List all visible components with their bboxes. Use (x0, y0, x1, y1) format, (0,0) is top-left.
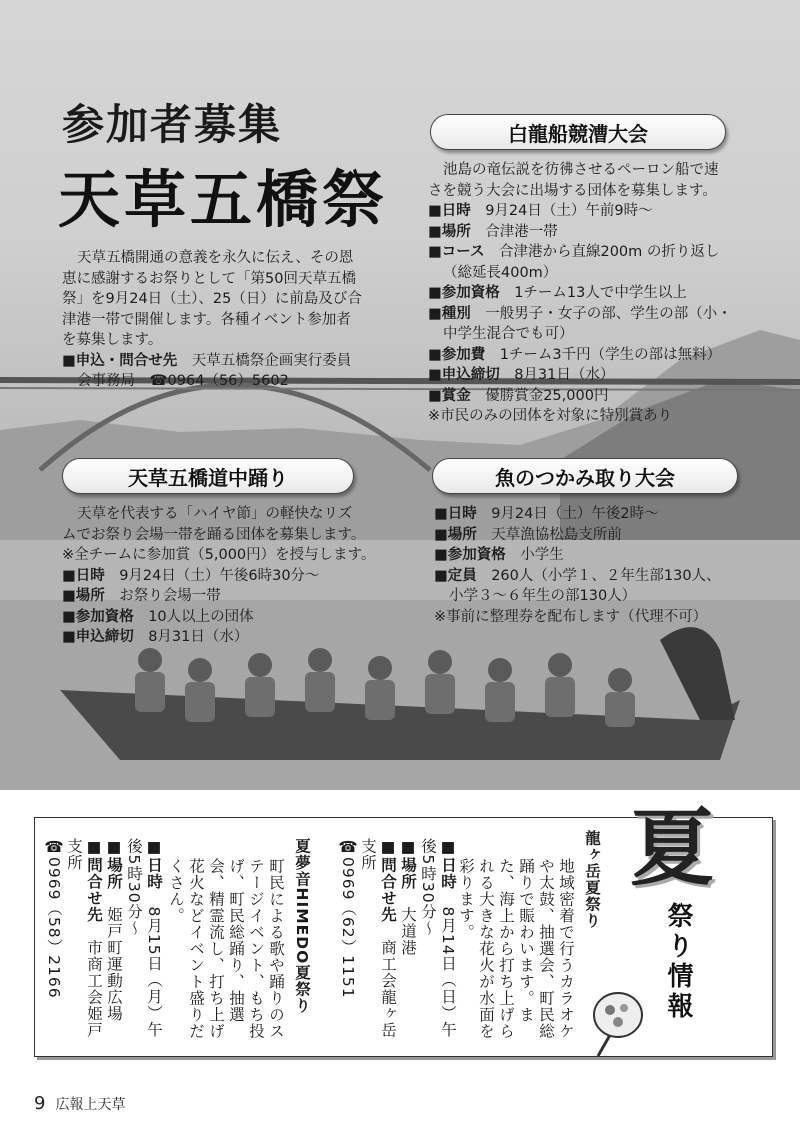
phone: ☎0969（62）1151 (339, 838, 357, 999)
item-value: 9月24日（土）午前9時～ (485, 203, 653, 219)
lead-line: 天草を代表する「ハイヤ節」の軽快なリズ (77, 506, 353, 522)
item-label: ■種別 (428, 305, 471, 322)
item-value: 優勝賞金25,000円 (485, 387, 609, 404)
lead-line: ※全チームに参加賞（5,000円）を授与します。 (62, 547, 376, 563)
phone: ☎0969（58）2166 (45, 838, 63, 999)
item-value: （総延長400m） (443, 264, 558, 281)
intro-line: 祭」を9月24日（土）、25（日）に前島及び合 (62, 291, 362, 307)
item-label: ■日時 (434, 506, 477, 522)
header-subtitle: 参加者募集 (62, 100, 283, 149)
place-label: ■場所 (399, 838, 417, 890)
dragon-boat-section (428, 160, 748, 427)
contact-value: 天草五橋祭企画実行委員 (191, 352, 352, 369)
street-dance-heading: 天草五橋道中踊り (62, 458, 354, 494)
lead-line: ムでお祭り会場一帯を踊る団体を募集します。 (62, 526, 366, 543)
ryugatake-description: 地域密着で行うカラオケや太鼓、抽選会、町民総踊りで賑わいます。また、海上から打ち上げられる大きな花火が水面を彩ります。 (457, 858, 575, 1040)
item-label: ■日時 (62, 567, 105, 584)
contact-label: ■問合せ先 (379, 838, 397, 923)
contact-value: 商工会龍ヶ岳支所 (359, 838, 397, 1039)
item-value: 1チーム3千円（学生の部は無料） (499, 346, 722, 363)
lead-line: さを競う大会に出場する団体を募集します。 (428, 182, 717, 199)
natsu-heading: 夏 (629, 799, 714, 897)
fish-catch-section (434, 504, 754, 627)
item-value: 合津港一帯 (485, 223, 558, 240)
intro-line: を募集します。 (62, 332, 163, 348)
page-footer (34, 1093, 125, 1114)
fish-catch-heading: 魚のつかみ取り大会 (432, 458, 738, 494)
himedo-description: 町民による歌や踊りのステージイベント、もち投げ、町民総踊り、抽選会、精霊流し、打ち上げ花火などイベント盛りだくさん。 (167, 858, 285, 1040)
himedo-title-col (292, 838, 312, 1053)
himedo-body (167, 858, 286, 1053)
publication-name: 広報上天草 (55, 1097, 126, 1113)
item-label: ■参加資格 (62, 608, 134, 625)
place-label: ■場所 (105, 838, 123, 890)
note: ※事前に整理券を配布します（代理不可） (434, 608, 708, 625)
item-value: 小学生 (520, 547, 564, 563)
item-label: ■賞金 (428, 387, 471, 404)
contact-label: ■申込・問合せ先 (62, 352, 178, 369)
intro-line: 天草五橋開通の意義を永久に伝え、その恩 (77, 250, 354, 266)
ryugatake-title: 龍ヶ岳夏祭り (583, 830, 601, 929)
item-label: ■申込締切 (62, 629, 134, 645)
lead-line: 池島の竜伝説を彷彿させるペーロン船で速 (443, 162, 719, 178)
item-value: 9月24日（土）午後2時～ (491, 506, 659, 522)
item-value: お祭り会場一帯 (119, 588, 221, 604)
item-value: 一般男子・女子の部、学生の部（小・ (485, 305, 732, 322)
item-value: 合津港から直線200m の折り返し (498, 244, 720, 260)
item-value: 1チーム13人で中学生以上 (514, 285, 687, 301)
item-label: ■場所 (428, 223, 471, 240)
note: ※市民のみの団体を対象に特別賞あり (428, 408, 673, 424)
item-label: ■参加費 (428, 346, 486, 363)
item-value: 中学生混合でも可） (443, 326, 574, 342)
dragon-boat-heading: 白龍船競漕大会 (430, 114, 726, 150)
place-value: 姫戸町運動広場 (105, 906, 123, 1022)
place-value: 大道港 (399, 906, 417, 956)
item-label: ■場所 (434, 526, 477, 543)
date-label: ■日時 (145, 838, 163, 890)
festival-info-heading: 祭り情報 (663, 902, 693, 1022)
himedo-details (45, 838, 164, 1048)
item-label: ■申込締切 (428, 367, 500, 383)
intro-section (62, 248, 382, 392)
item-label: ■コース (428, 244, 485, 260)
item-value: 10人以上の団体 (148, 608, 254, 625)
item-label: ■定員 (434, 567, 477, 584)
date-value: 8月14日（日）午後5時30分～ (419, 838, 457, 1039)
item-label: ■参加資格 (428, 285, 500, 301)
header-title: 天草五橋祭 (58, 163, 389, 236)
item-value: 天草漁協松島支所前 (491, 526, 622, 543)
item-label: ■参加資格 (434, 547, 506, 563)
intro-line: 津港一帯で開催します。各種イベント参加者 (62, 311, 351, 328)
contact-line2: 会事務局 ☎0964（56）5602 (77, 373, 289, 389)
item-label: ■場所 (62, 588, 105, 604)
page-number: 9 (34, 1093, 46, 1114)
ryugatake-details (338, 838, 458, 1048)
item-value: 260人（小学１、２年生部130人、 (491, 567, 721, 584)
date-label: ■日時 (439, 838, 457, 890)
contact-label: ■問合せ先 (85, 838, 103, 923)
item-value: 8月31日（水） (148, 629, 249, 645)
item-label: ■日時 (428, 203, 471, 219)
intro-line: 恵に感謝するお祭りとして「第50回天草五橋 (62, 270, 356, 287)
item-value: 8月31日（水） (514, 367, 615, 383)
date-value: 8月15日（月）午後5時30分～ (125, 838, 163, 1039)
contact-value: 市商工会姫戸支所 (65, 838, 103, 1039)
item-value: 小学３～６年生の部130人） (449, 588, 637, 604)
street-dance-section (62, 504, 382, 648)
ryugatake-title-col (582, 830, 602, 1045)
item-value: 9月24日（土）午後6時30分～ (119, 567, 320, 584)
himedo-title: 夏夢音HIMEDO夏祭り (293, 838, 311, 1014)
